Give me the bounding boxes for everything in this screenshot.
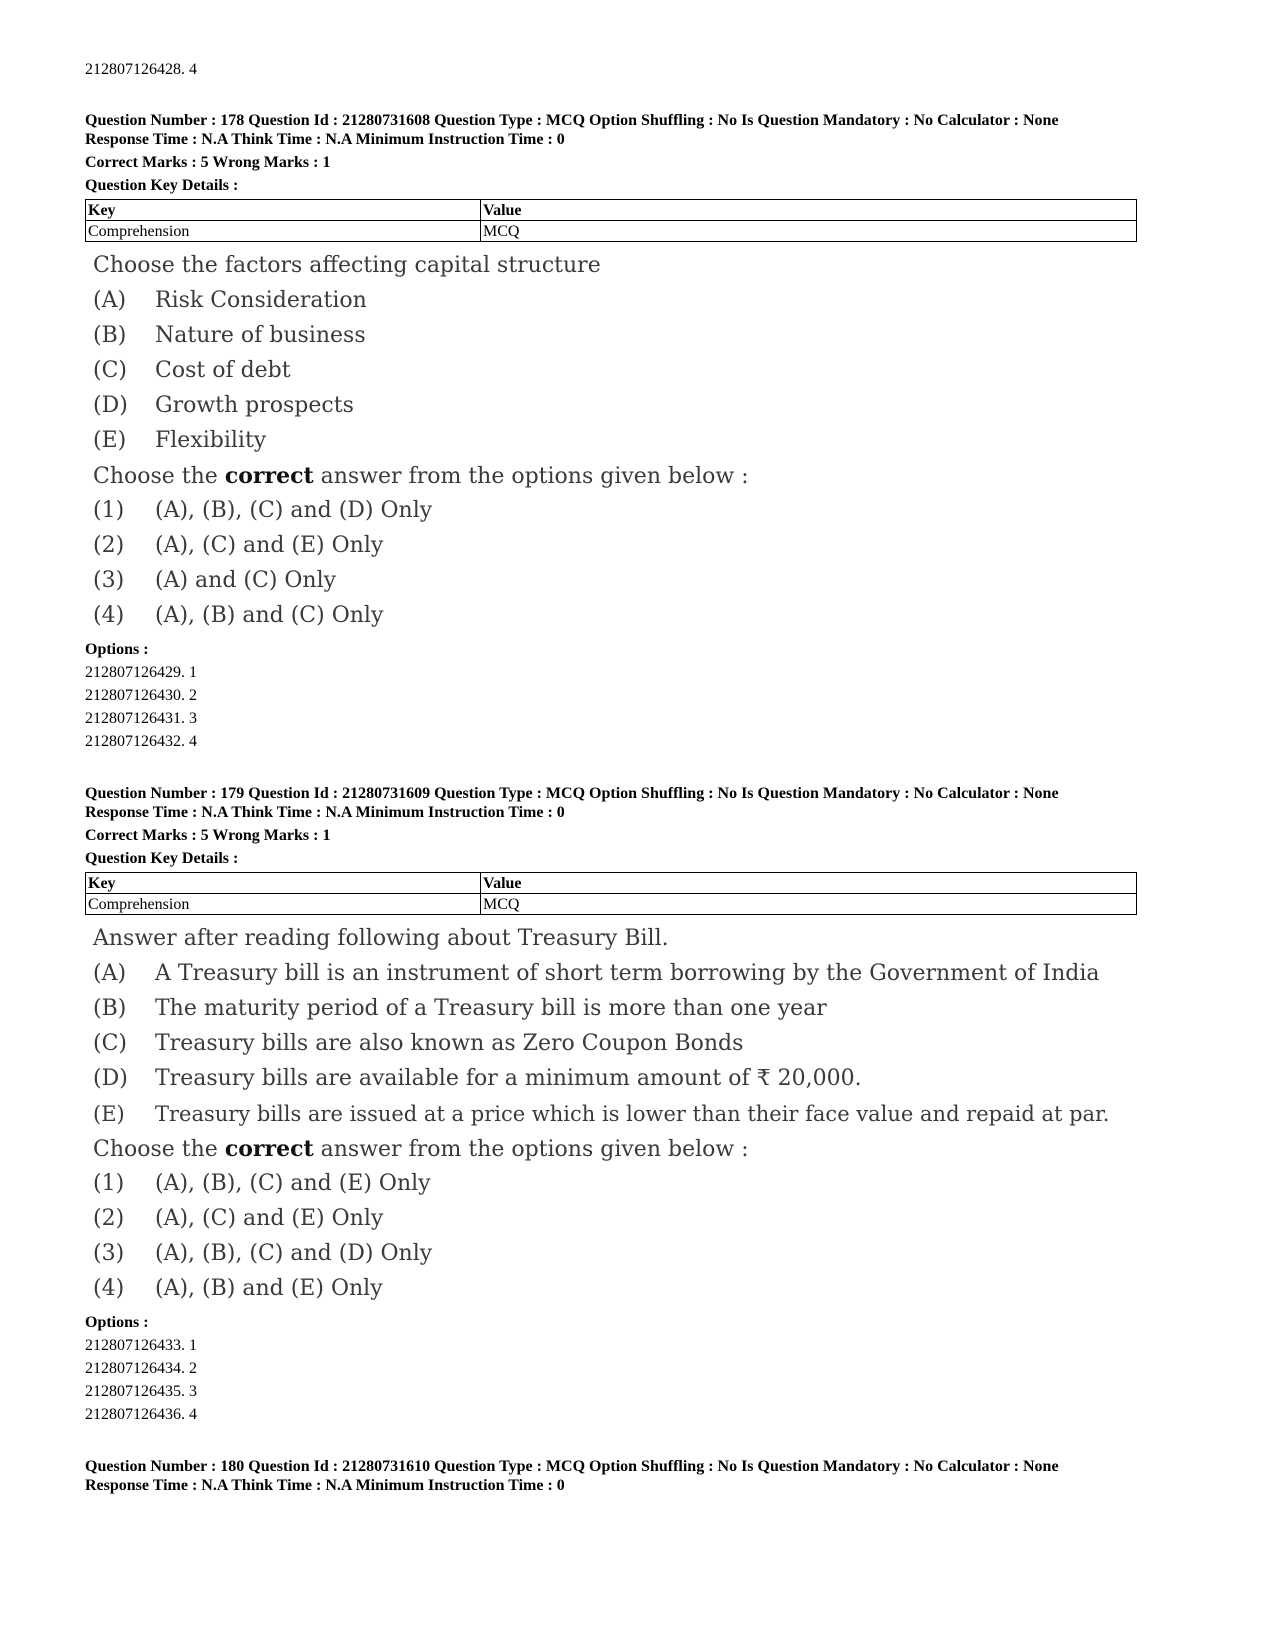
question-timing-line: Response Time : N.A Think Time : N.A Minimum Instruction Time : 0	[85, 131, 565, 148]
key-details-label: Question Key Details :	[85, 850, 239, 867]
option-item: 212807126434. 2	[85, 1360, 197, 1377]
statement-label: (B)	[93, 996, 127, 1021]
statement-text: A Treasury bill is an instrument of short term borrowing by the Government of India	[155, 961, 1100, 986]
choice-label: (1)	[93, 498, 125, 523]
choice-label: (1)	[93, 1171, 125, 1196]
statement-text: Nature of business	[155, 323, 366, 348]
choice-label: (4)	[93, 1276, 125, 1301]
option-item: 212807126429. 1	[85, 664, 197, 681]
statement-label: (C)	[93, 358, 127, 383]
statement-b	[93, 323, 366, 349]
choice-2	[93, 1206, 383, 1232]
choice-text: (A), (B), (C) and (D) Only	[155, 498, 433, 523]
statement-a	[93, 961, 1100, 987]
table-header-value: Value	[481, 200, 1137, 221]
statement-label: (A)	[93, 961, 127, 986]
question-meta-line: Question Number : 180 Question Id : 21280731610 Question Type : MCQ Option Shuffling : No Is Question Mandatory : No Calculator : None	[85, 1458, 1059, 1475]
statement-c	[93, 358, 291, 384]
option-item: 212807126435. 3	[85, 1383, 197, 1400]
choice-4	[93, 1276, 383, 1302]
statement-text: Treasury bills are issued at a price which is lower than their face value and repaid at par.	[155, 1102, 1110, 1126]
question-meta-line: Question Number : 179 Question Id : 21280731609 Question Type : MCQ Option Shuffling : No Is Question Mandatory : No Calculator : None	[85, 785, 1059, 802]
choice-2	[93, 533, 383, 559]
option-item: 212807126431. 3	[85, 710, 197, 727]
table-header-key: Key	[86, 200, 481, 221]
statement-text: Cost of debt	[155, 358, 291, 383]
statement-e	[93, 428, 266, 454]
choice-text: (A), (B) and (E) Only	[155, 1276, 383, 1301]
choose-text-post: answer from the options given below :	[313, 464, 749, 489]
statement-d	[93, 393, 354, 419]
statement-text: Flexibility	[155, 428, 267, 453]
table-cell-value: MCQ	[481, 221, 1137, 242]
option-item: 212807126433. 1	[85, 1337, 197, 1354]
choice-label: (3)	[93, 568, 125, 593]
choose-text-bold: correct	[224, 463, 314, 489]
choice-text: (A) and (C) Only	[155, 568, 337, 593]
statement-label: (D)	[93, 1066, 128, 1091]
choice-1	[93, 1171, 431, 1197]
choice-label: (3)	[93, 1241, 125, 1266]
choose-instruction	[93, 1136, 749, 1163]
key-details-label: Question Key Details :	[85, 177, 239, 194]
statement-d	[93, 1066, 862, 1092]
statement-c	[93, 1031, 743, 1057]
option-item: 212807126430. 2	[85, 687, 197, 704]
statement-e	[93, 1101, 1109, 1127]
choose-text-post: answer from the options given below :	[313, 1137, 749, 1162]
options-label: Options :	[85, 641, 149, 658]
choice-1	[93, 498, 432, 524]
statement-text: Risk Consideration	[155, 288, 367, 313]
previous-answer-line: 212807126428. 4	[85, 61, 197, 78]
options-label: Options :	[85, 1314, 149, 1331]
statement-label: (A)	[93, 288, 127, 313]
question-stem: Answer after reading following about Treasury Bill.	[93, 926, 669, 951]
statement-text: Growth prospects	[155, 393, 354, 418]
choice-label: (2)	[93, 533, 125, 558]
marks-line: Correct Marks : 5 Wrong Marks : 1	[85, 154, 331, 171]
table-row	[86, 221, 1137, 242]
table-header-row	[86, 873, 1137, 894]
option-item: 212807126436. 4	[85, 1406, 197, 1423]
choose-text-bold: correct	[224, 1136, 314, 1162]
choice-text: (A), (B), (C) and (D) Only	[155, 1241, 433, 1266]
choice-label: (4)	[93, 603, 125, 628]
question-timing-line: Response Time : N.A Think Time : N.A Minimum Instruction Time : 0	[85, 804, 565, 821]
option-item: 212807126432. 4	[85, 733, 197, 750]
choice-4	[93, 603, 383, 629]
table-cell-value: MCQ	[481, 894, 1137, 915]
marks-line: Correct Marks : 5 Wrong Marks : 1	[85, 827, 331, 844]
choice-text: (A), (B), (C) and (E) Only	[155, 1171, 431, 1196]
choice-3	[93, 1241, 432, 1267]
table-header-key: Key	[86, 873, 481, 894]
choice-3	[93, 568, 336, 594]
statement-a	[93, 288, 367, 314]
table-row	[86, 894, 1137, 915]
key-details-table	[85, 199, 1137, 242]
choose-instruction	[93, 463, 749, 490]
question-meta-line: Question Number : 178 Question Id : 21280731608 Question Type : MCQ Option Shuffling : No Is Question Mandatory : No Calculator : None	[85, 112, 1059, 129]
statement-label: (D)	[93, 393, 128, 418]
statement-label: (E)	[93, 1102, 125, 1126]
table-header-row	[86, 200, 1137, 221]
statement-text: Treasury bills are also known as Zero Coupon Bonds	[155, 1031, 744, 1056]
choice-text: (A), (B) and (C) Only	[155, 603, 384, 628]
choose-text-pre: Choose the	[93, 464, 225, 489]
statement-text: Treasury bills are available for a minimum amount of ₹ 20,000.	[155, 1066, 862, 1091]
statement-text: The maturity period of a Treasury bill is more than one year	[155, 996, 827, 1021]
statement-label: (C)	[93, 1031, 127, 1056]
choice-label: (2)	[93, 1206, 125, 1231]
statement-label: (E)	[93, 428, 127, 453]
choice-text: (A), (C) and (E) Only	[155, 1206, 384, 1231]
table-cell-key: Comprehension	[86, 894, 481, 915]
statement-b	[93, 996, 827, 1022]
question-stem: Choose the factors affecting capital structure	[93, 253, 601, 278]
table-cell-key: Comprehension	[86, 221, 481, 242]
question-timing-line: Response Time : N.A Think Time : N.A Minimum Instruction Time : 0	[85, 1477, 565, 1494]
key-details-table	[85, 872, 1137, 915]
table-header-value: Value	[481, 873, 1137, 894]
statement-label: (B)	[93, 323, 127, 348]
choice-text: (A), (C) and (E) Only	[155, 533, 384, 558]
choose-text-pre: Choose the	[93, 1137, 225, 1162]
